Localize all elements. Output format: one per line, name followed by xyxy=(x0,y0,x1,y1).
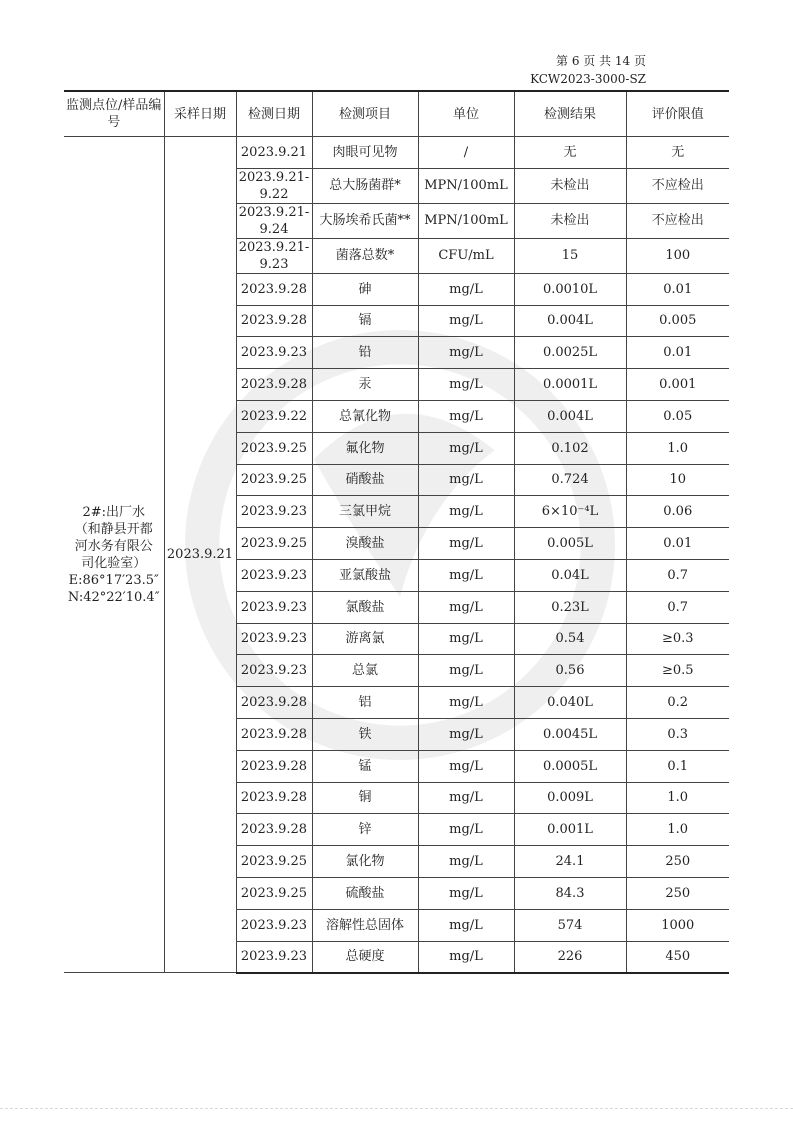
cell-unit: mg/L xyxy=(418,432,514,464)
cell-item: 铅 xyxy=(312,337,418,369)
header-test-date: 检测日期 xyxy=(236,91,312,137)
cell-item: 总硬度 xyxy=(312,941,418,973)
cell-limit: 1.0 xyxy=(626,814,729,846)
cell-unit: mg/L xyxy=(418,782,514,814)
header-site: 监测点位/样品编号 xyxy=(64,91,164,137)
cell-result: 0.102 xyxy=(514,432,626,464)
cell-unit: mg/L xyxy=(418,528,514,560)
cell-result: 0.004L xyxy=(514,305,626,337)
cell-test-date: 2023.9.25 xyxy=(236,464,312,496)
cell-unit: mg/L xyxy=(418,591,514,623)
cell-test-date: 2023.9.28 xyxy=(236,782,312,814)
cell-result: 0.54 xyxy=(514,623,626,655)
cell-test-date: 2023.9.28 xyxy=(236,814,312,846)
cell-unit: mg/L xyxy=(418,909,514,941)
cell-item: 锰 xyxy=(312,750,418,782)
cell-limit: 1.0 xyxy=(626,782,729,814)
cell-test-date: 2023.9.28 xyxy=(236,687,312,719)
cell-test-date: 2023.9.28 xyxy=(236,369,312,401)
cell-test-date: 2023.9.23 xyxy=(236,337,312,369)
site-line6: N:42°22′10.4″ xyxy=(67,589,160,605)
cell-item: 硫酸盐 xyxy=(312,877,418,909)
cell-test-date: 2023.9.28 xyxy=(236,718,312,750)
cell-limit: 0.06 xyxy=(626,496,729,528)
cell-test-date: 2023.9.25 xyxy=(236,846,312,878)
cell-test-date: 2023.9.28 xyxy=(236,750,312,782)
cell-limit: 0.1 xyxy=(626,750,729,782)
cell-test-date: 2023.9.21 xyxy=(236,137,312,169)
sampling-site-cell xyxy=(64,137,164,973)
cell-item: 镉 xyxy=(312,305,418,337)
cell-item: 铜 xyxy=(312,782,418,814)
cell-item: 砷 xyxy=(312,273,418,305)
cell-limit: 0.2 xyxy=(626,687,729,719)
cell-result: 0.009L xyxy=(514,782,626,814)
cell-unit: mg/L xyxy=(418,814,514,846)
cell-test-date: 2023.9.23 xyxy=(236,655,312,687)
cell-item: 总大肠菌群* xyxy=(312,168,418,203)
cell-result: 0.001L xyxy=(514,814,626,846)
cell-item: 铁 xyxy=(312,718,418,750)
cell-limit: 250 xyxy=(626,877,729,909)
cell-result: 0.005L xyxy=(514,528,626,560)
cell-item: 硝酸盐 xyxy=(312,464,418,496)
cell-result: 0.040L xyxy=(514,687,626,719)
document-header xyxy=(530,52,646,88)
cell-limit: 0.7 xyxy=(626,591,729,623)
cell-test-date: 2023.9.23 xyxy=(236,941,312,973)
cell-unit: MPN/100mL xyxy=(418,168,514,203)
cell-unit: mg/L xyxy=(418,687,514,719)
cell-test-date: 2023.9.23 xyxy=(236,591,312,623)
table-header-row xyxy=(64,91,729,137)
cell-result: 无 xyxy=(514,137,626,169)
site-line1: 2#:出厂水 xyxy=(82,504,146,520)
cell-limit: 无 xyxy=(626,137,729,169)
test-results-table xyxy=(64,90,729,974)
cell-item: 锌 xyxy=(312,814,418,846)
cell-unit: mg/L xyxy=(418,623,514,655)
cell-unit: mg/L xyxy=(418,400,514,432)
cell-limit: 1.0 xyxy=(626,432,729,464)
cell-test-date: 2023.9.25 xyxy=(236,432,312,464)
cell-result: 574 xyxy=(514,909,626,941)
cell-result: 0.56 xyxy=(514,655,626,687)
cell-unit: / xyxy=(418,137,514,169)
cell-test-date: 2023.9.21-9.23 xyxy=(236,238,312,273)
header-limit: 评价限值 xyxy=(626,91,729,137)
cell-item: 汞 xyxy=(312,369,418,401)
cell-item: 菌落总数* xyxy=(312,238,418,273)
header-result: 检测结果 xyxy=(514,91,626,137)
cell-unit: mg/L xyxy=(418,750,514,782)
cell-test-date: 2023.9.28 xyxy=(236,305,312,337)
cell-test-date: 2023.9.23 xyxy=(236,496,312,528)
cell-unit: mg/L xyxy=(418,655,514,687)
cell-item: 溴酸盐 xyxy=(312,528,418,560)
site-line3: 河水务有限公 xyxy=(74,538,153,554)
cell-unit: mg/L xyxy=(418,496,514,528)
cell-item: 氯酸盐 xyxy=(312,591,418,623)
cell-unit: mg/L xyxy=(418,559,514,591)
cell-test-date: 2023.9.21-9.24 xyxy=(236,203,312,238)
cell-unit: mg/L xyxy=(418,846,514,878)
cell-result: 0.724 xyxy=(514,464,626,496)
report-number: KCW2023-3000-SZ xyxy=(530,72,646,86)
cell-result: 0.0025L xyxy=(514,337,626,369)
cell-item: 总氯 xyxy=(312,655,418,687)
cell-limit: 0.3 xyxy=(626,718,729,750)
cell-test-date: 2023.9.25 xyxy=(236,528,312,560)
cell-limit: 10 xyxy=(626,464,729,496)
cell-item: 亚氯酸盐 xyxy=(312,559,418,591)
cell-result: 15 xyxy=(514,238,626,273)
cell-result: 24.1 xyxy=(514,846,626,878)
header-sample-date: 采样日期 xyxy=(164,91,236,137)
cell-unit: mg/L xyxy=(418,718,514,750)
cell-test-date: 2023.9.21-9.22 xyxy=(236,168,312,203)
cell-test-date: 2023.9.23 xyxy=(236,909,312,941)
cell-limit: 0.01 xyxy=(626,273,729,305)
sample-date-cell: 2023.9.21 xyxy=(164,137,236,973)
cell-unit: MPN/100mL xyxy=(418,203,514,238)
cell-result: 226 xyxy=(514,941,626,973)
page-number: 第 6 页 共 14 页 xyxy=(556,54,646,68)
site-line5: E:86°17′23.5″ xyxy=(68,572,159,588)
cell-result: 未检出 xyxy=(514,203,626,238)
cell-unit: mg/L xyxy=(418,273,514,305)
cell-item: 溶解性总固体 xyxy=(312,909,418,941)
cell-result: 0.0045L xyxy=(514,718,626,750)
cell-limit: 0.7 xyxy=(626,559,729,591)
cell-limit: 100 xyxy=(626,238,729,273)
cell-unit: mg/L xyxy=(418,941,514,973)
cell-limit: 0.01 xyxy=(626,337,729,369)
cell-unit: mg/L xyxy=(418,369,514,401)
cell-item: 游离氯 xyxy=(312,623,418,655)
cell-result: 0.0010L xyxy=(514,273,626,305)
cell-unit: mg/L xyxy=(418,337,514,369)
cell-limit: 0.01 xyxy=(626,528,729,560)
cell-limit: 450 xyxy=(626,941,729,973)
site-line4: 司化验室） xyxy=(81,555,147,571)
cell-test-date: 2023.9.23 xyxy=(236,559,312,591)
cell-result: 84.3 xyxy=(514,877,626,909)
cell-result: 0.23L xyxy=(514,591,626,623)
table-row xyxy=(64,137,729,169)
cell-test-date: 2023.9.22 xyxy=(236,400,312,432)
cell-limit: ≥0.3 xyxy=(626,623,729,655)
cell-result: 0.0005L xyxy=(514,750,626,782)
header-unit: 单位 xyxy=(418,91,514,137)
cell-item: 铝 xyxy=(312,687,418,719)
cell-item: 大肠埃希氏菌** xyxy=(312,203,418,238)
cell-item: 氟化物 xyxy=(312,432,418,464)
cell-limit: 不应检出 xyxy=(626,168,729,203)
cell-test-date: 2023.9.28 xyxy=(236,273,312,305)
cell-result: 6×10⁻⁴L xyxy=(514,496,626,528)
cell-limit: 1000 xyxy=(626,909,729,941)
cell-item: 总氰化物 xyxy=(312,400,418,432)
cell-unit: CFU/mL xyxy=(418,238,514,273)
cell-result: 0.0001L xyxy=(514,369,626,401)
cell-result: 0.04L xyxy=(514,559,626,591)
header-item: 检测项目 xyxy=(312,91,418,137)
cell-result: 0.004L xyxy=(514,400,626,432)
cell-limit: 250 xyxy=(626,846,729,878)
cell-item: 三氯甲烷 xyxy=(312,496,418,528)
cell-unit: mg/L xyxy=(418,464,514,496)
cell-test-date: 2023.9.23 xyxy=(236,623,312,655)
cell-unit: mg/L xyxy=(418,305,514,337)
cell-limit: ≥0.5 xyxy=(626,655,729,687)
page-bottom-divider xyxy=(0,1108,793,1109)
cell-unit: mg/L xyxy=(418,877,514,909)
cell-limit: 0.05 xyxy=(626,400,729,432)
cell-item: 氯化物 xyxy=(312,846,418,878)
site-line2: （和静县开都 xyxy=(74,521,153,537)
cell-limit: 不应检出 xyxy=(626,203,729,238)
cell-test-date: 2023.9.25 xyxy=(236,877,312,909)
cell-item: 肉眼可见物 xyxy=(312,137,418,169)
cell-limit: 0.001 xyxy=(626,369,729,401)
cell-limit: 0.005 xyxy=(626,305,729,337)
cell-result: 未检出 xyxy=(514,168,626,203)
